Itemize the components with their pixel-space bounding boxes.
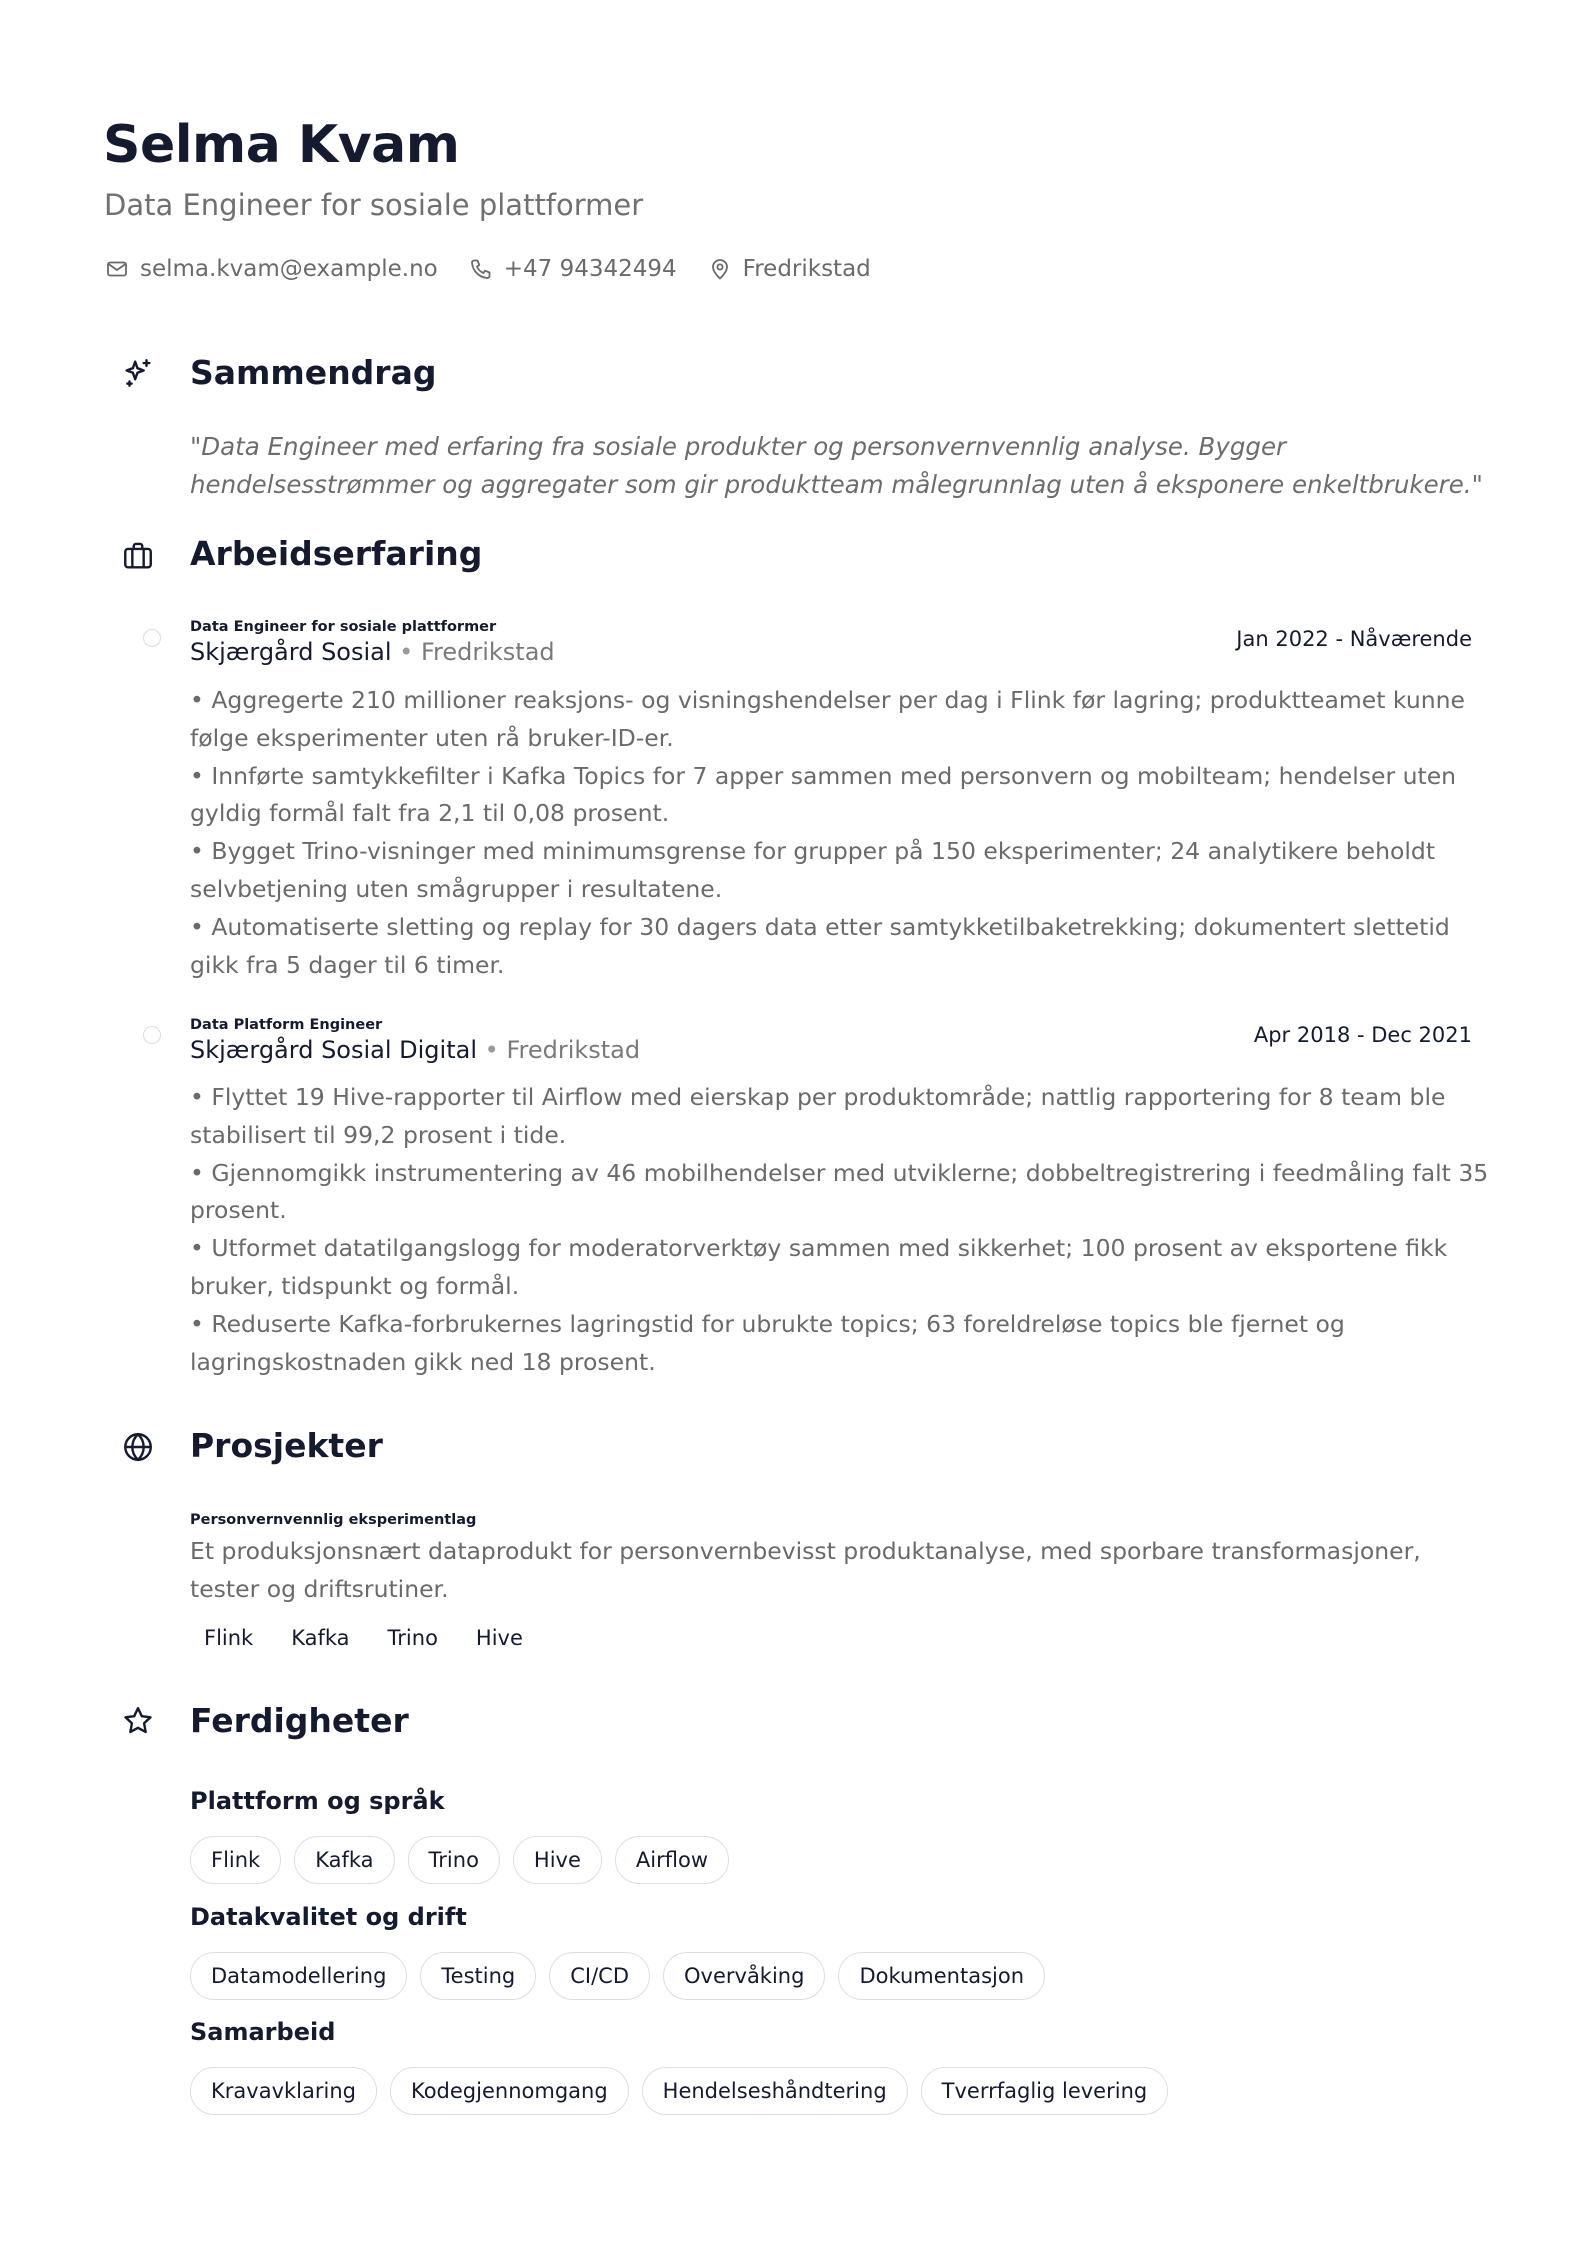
candidate-headline: Data Engineer for sosiale plattformer: [104, 188, 644, 222]
map-pin-icon: [707, 256, 733, 282]
phone-icon: [468, 256, 494, 282]
projects-title: Prosjekter: [190, 1426, 383, 1465]
sparkles-icon: [118, 353, 158, 393]
skill-chip: Dokumentasjon: [838, 1952, 1045, 2000]
job-bullets: [190, 682, 1490, 984]
briefcase-icon: [118, 536, 158, 576]
job-role: Data Platform Engineer: [190, 1017, 383, 1033]
skill-chip: Trino: [408, 1836, 500, 1884]
job-bullets: [190, 1079, 1490, 1381]
job-role: Data Engineer for sosiale plattformer: [190, 619, 497, 635]
skill-chip: Kafka: [294, 1836, 394, 1884]
separator: •: [484, 1036, 499, 1064]
contact-phone[interactable]: [468, 253, 677, 285]
skill-group-title: Samarbeid: [190, 2018, 336, 2046]
timeline-dot: [143, 629, 161, 647]
contact-email[interactable]: [104, 253, 438, 285]
project-name: Personvernvennlig eksperimentlag: [190, 1512, 477, 1528]
experience-title: Arbeidserfaring: [190, 534, 483, 573]
separator: •: [399, 638, 414, 666]
phone-text: +47 94342494: [503, 256, 677, 282]
skill-chip: Tverrfaglig levering: [921, 2067, 1169, 2115]
job-location: Fredrikstad: [420, 638, 555, 666]
timeline-dot: [143, 1026, 161, 1044]
skill-chips: [190, 2067, 1181, 2115]
job-bullet: • Flyttet 19 Hive-rapporter til Airflow med eierskap per produktområde; nattlig rapportering for 8 team ble stabilisert til 99,2 prosent i tide.: [190, 1083, 1446, 1149]
skills-title: Ferdigheter: [190, 1701, 409, 1740]
skill-chip: Hive: [513, 1836, 602, 1884]
skill-chip: Overvåking: [663, 1952, 825, 2000]
job-dates: Jan 2022 - Nåværende: [1236, 627, 1472, 651]
job-bullet: • Automatiserte sletting og replay for 30 dagers data etter samtykketilbaketrekking; dokumentert slettetid gikk fra 5 dager til 6 timer.: [190, 912, 1450, 979]
project-tags: [190, 1623, 547, 1653]
skill-group-title: Plattform og språk: [190, 1787, 445, 1815]
skill-chip: Airflow: [615, 1836, 729, 1884]
contact-location: [707, 253, 871, 285]
job-company-line: [190, 636, 555, 668]
project-tag: Trino: [387, 1626, 438, 1650]
candidate-name: Selma Kvam: [103, 115, 460, 175]
project-tag: Hive: [475, 1626, 523, 1650]
summary-title: Sammendrag: [190, 353, 437, 392]
contact-row: [104, 253, 901, 285]
job-bullet: • Innførte samtykkefilter i Kafka Topics for 7 apper sammen med personvern og mobilteam; hendelser uten gyldig formål falt fra 2,1 til 0,08 prosent.: [190, 761, 1457, 828]
skill-chip: Hendelseshåndtering: [642, 2067, 908, 2115]
skill-chips: [190, 1836, 742, 1884]
job-bullet: • Bygget Trino-visninger med minimumsgrense for grupper på 150 eksperimenter; 24 analytikere beholdt selvbetjening uten smågrupper i resultatene.: [190, 837, 1436, 903]
project-tag: Kafka: [291, 1626, 350, 1650]
email-text: selma.kvam@example.no: [140, 256, 438, 282]
job-bullet: • Reduserte Kafka-forbrukernes lagringstid for ubrukte topics; 63 foreldreløse topics ble fjernet og lagringskostnaden gikk ned 18 prosent.: [190, 1309, 1345, 1376]
summary-text: "Data Engineer med erfaring fra sosiale produkter og personvernvennlig analyse. Bygger hendelsesstrømmer og aggregater som gir produktteam målegrunnlag uten å eksponere enkeltbrukere.": [190, 432, 1483, 499]
job-company: Skjærgård Sosial: [190, 638, 392, 666]
project-description: Et produksjonsnært dataprodukt for personvernbevisst produktanalyse, med sporbare transformasjoner, tester og driftsrutiner.: [190, 1537, 1421, 1603]
job-bullet: • Utformet datatilgangslogg for moderatorverktøy sammen med sikkerhet; 100 prosent av eksportene fikk bruker, tidspunkt og formål.: [190, 1234, 1448, 1300]
skill-chip: Kodegjennomgang: [390, 2067, 629, 2115]
job-location: Fredrikstad: [506, 1036, 641, 1064]
globe-icon: [118, 1427, 158, 1467]
skill-chip: Testing: [420, 1952, 536, 2000]
job-bullet: • Aggregerte 210 millioner reaksjons- og visningshendelser per dag i Flink før lagring; produktteamet kunne følge eksperimenter uten rå bruker-ID-er.: [190, 686, 1465, 752]
skill-chip: Datamodellering: [190, 1952, 407, 2000]
location-text: Fredrikstad: [742, 256, 871, 282]
skill-chip: Kravavklaring: [190, 2067, 377, 2115]
star-icon: [118, 1701, 158, 1741]
project-tag: Flink: [204, 1626, 254, 1650]
job-company: Skjærgård Sosial Digital: [190, 1036, 477, 1064]
job-dates: Apr 2018 - Dec 2021: [1253, 1023, 1472, 1047]
skill-chips: [190, 1952, 1058, 2000]
job-company-line: [190, 1034, 640, 1066]
skill-chip: CI/CD: [549, 1952, 650, 2000]
mail-icon: [104, 256, 130, 282]
skill-chip: Flink: [190, 1836, 281, 1884]
skill-group-title: Datakvalitet og drift: [190, 1903, 467, 1931]
job-bullet: • Gjennomgikk instrumentering av 46 mobilhendelser med utviklerne; dobbeltregistrering i feedmåling falt 35 prosent.: [190, 1158, 1489, 1225]
